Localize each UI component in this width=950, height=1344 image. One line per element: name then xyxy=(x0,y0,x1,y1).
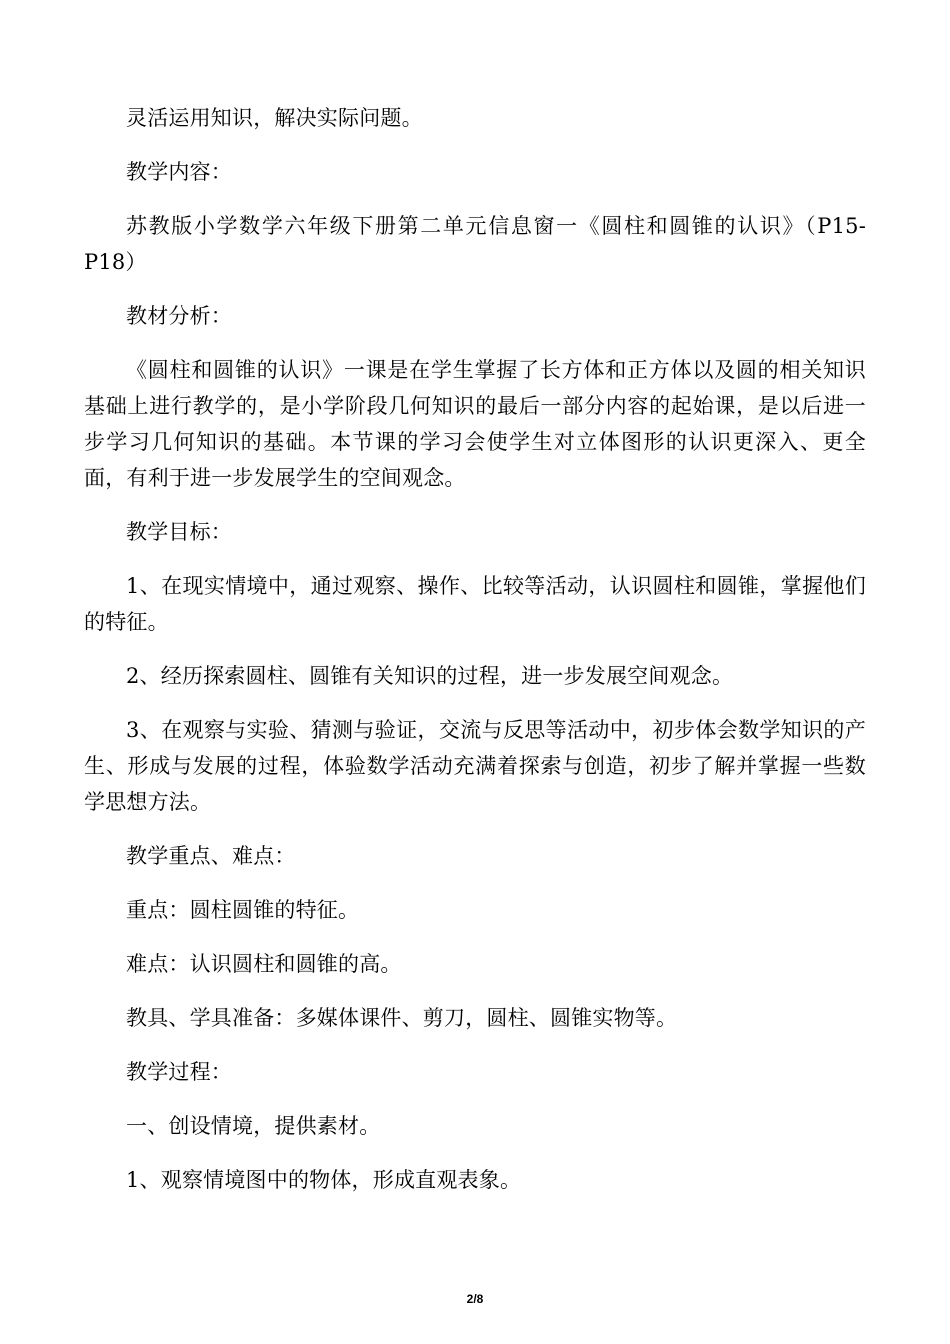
paragraph-gap xyxy=(84,928,866,946)
heading-teaching-content: 教学内容： xyxy=(126,160,232,184)
list-item-goal-3: 3、在观察与实验、猜测与验证，交流与反思等活动中，初步体会数学知识的产生、形成与发展的过程，体验数学活动充满着探索与创造，初步了解并掌握一些数学思想方法。 xyxy=(84,718,866,814)
paragraph-gap xyxy=(84,1090,866,1108)
paragraph-gap xyxy=(84,820,866,838)
paragraph-gap xyxy=(84,1144,866,1162)
paragraph-gap xyxy=(84,136,866,154)
paragraph-gap xyxy=(84,640,866,658)
paragraph-gap xyxy=(84,550,866,568)
paragraph-teaching-aids: 教具、学具准备：多媒体课件、剪刀，圆柱、圆锥实物等。 xyxy=(126,1006,678,1030)
paragraph-intro-continuation: 灵活运用知识，解决实际问题。 xyxy=(126,106,423,130)
heading-teaching-process: 教学过程： xyxy=(126,1060,232,1084)
document-body xyxy=(84,100,866,1198)
paragraph-key-point: 重点：圆柱圆锥的特征。 xyxy=(126,898,360,922)
paragraph-gap xyxy=(84,334,866,352)
heading-key-difficult-points: 教学重点、难点： xyxy=(126,844,296,868)
paragraph-gap xyxy=(84,496,866,514)
paragraph-difficult-point: 难点：认识圆柱和圆锥的高。 xyxy=(126,952,402,976)
paragraph-gap xyxy=(84,982,866,1000)
page-number: 2/8 xyxy=(466,1292,484,1306)
paragraph-material-analysis: 《圆柱和圆锥的认识》一课是在学生掌握了长方体和正方体以及圆的相关知识基础上进行教学的，是小学阶段几何知识的最后一部分内容的起始课，是以后进一步学习几何知识的基础。本节课的学习会使学生对立体图形的认识更深入、更全面，有利于进一步发展学生的空间观念。 xyxy=(84,358,866,490)
list-item-goal-2: 2、经历探索圆柱、圆锥有关知识的过程，进一步发展空间观念。 xyxy=(126,664,734,688)
section-heading-1: 一、创设情境，提供素材。 xyxy=(126,1114,381,1138)
paragraph-gap xyxy=(84,694,866,712)
paragraph-gap xyxy=(84,190,866,208)
list-item-goal-1: 1、在现实情境中，通过观察、操作、比较等活动，认识圆柱和圆锥，掌握他们的特征。 xyxy=(84,574,866,634)
heading-teaching-goals: 教学目标： xyxy=(126,520,232,544)
paragraph-textbook-reference: 苏教版小学数学六年级下册第二单元信息窗一《圆柱和圆锥的认识》（P15-P18） xyxy=(84,214,866,274)
list-item-process-1: 1、观察情境图中的物体，形成直观表象。 xyxy=(126,1168,522,1192)
heading-material-analysis: 教材分析： xyxy=(126,304,232,328)
paragraph-gap xyxy=(84,280,866,298)
paragraph-gap xyxy=(84,874,866,892)
paragraph-gap xyxy=(84,1036,866,1054)
